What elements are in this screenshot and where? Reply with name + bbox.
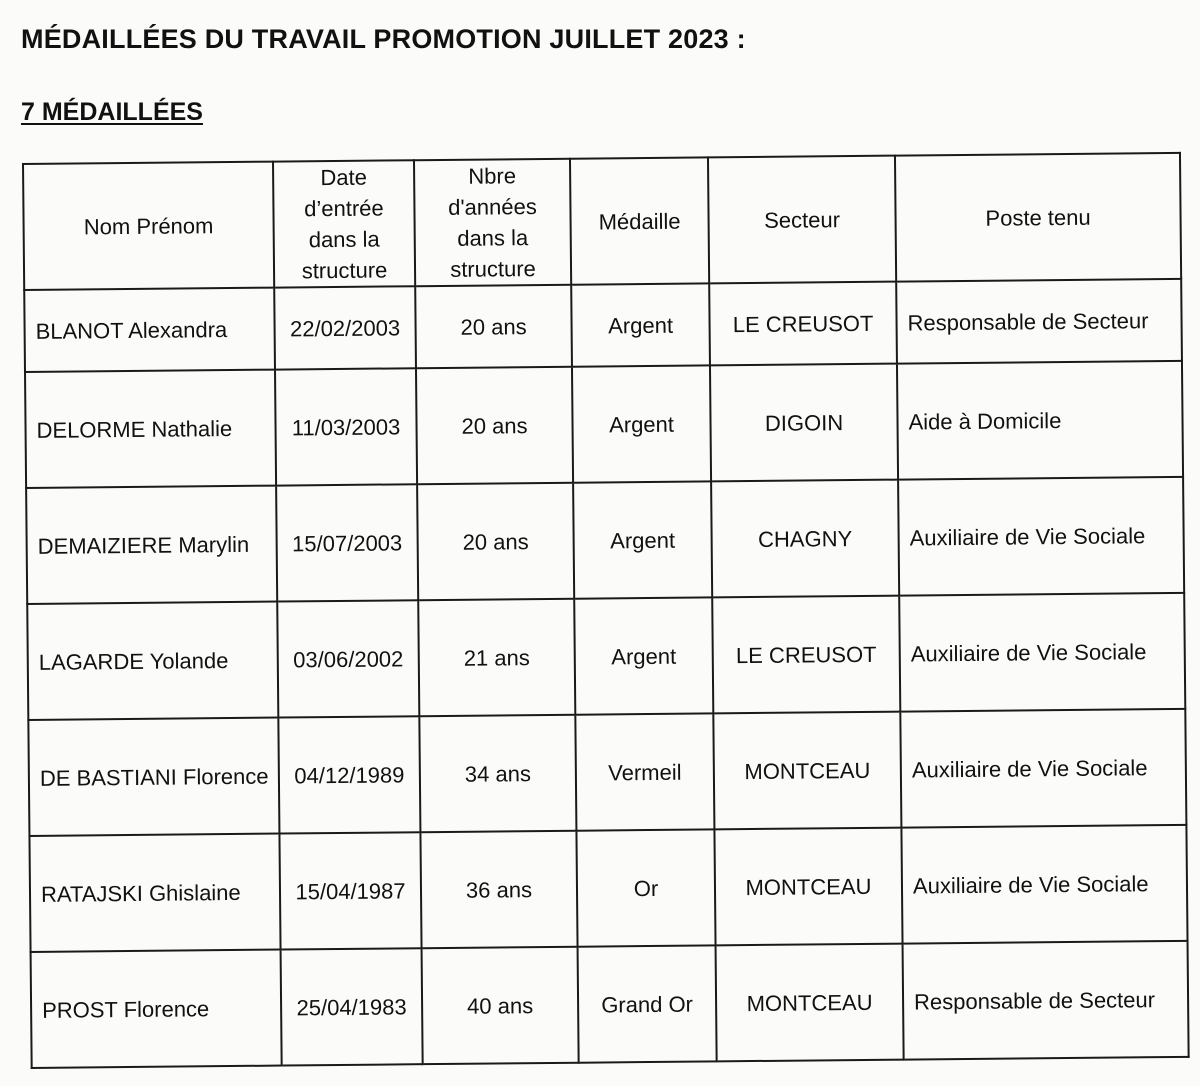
cell-entry-date: 22/02/2003 xyxy=(274,286,416,369)
cell-sector: MONTCEAU xyxy=(713,712,901,830)
cell-name: DELORME Nathalie xyxy=(25,370,276,488)
cell-medal: Argent xyxy=(574,597,713,714)
cell-name: PROST Florence xyxy=(31,950,282,1068)
medal-table xyxy=(22,152,1190,1069)
header-entry-date: Date d’entrée dans la structure xyxy=(273,160,415,287)
cell-sector: LE CREUSOT xyxy=(712,596,900,714)
table-header-row xyxy=(23,153,1181,290)
table-row xyxy=(24,279,1182,372)
cell-sector: DIGOIN xyxy=(710,364,898,482)
cell-medal: Argent xyxy=(572,365,711,482)
cell-entry-date: 25/04/1983 xyxy=(281,948,423,1065)
cell-medal: Grand Or xyxy=(578,945,717,1062)
cell-name: LAGARDE Yolande xyxy=(27,602,278,720)
cell-sector: LE CREUSOT xyxy=(709,282,897,366)
cell-years: 34 ans xyxy=(419,715,576,832)
page-subtitle: 7 MÉDAILLÉES xyxy=(21,98,203,126)
medal-table-container xyxy=(22,152,1188,1069)
cell-name: DEMAIZIERE Marylin xyxy=(26,486,277,604)
cell-position: Auxiliaire de Vie Sociale xyxy=(898,477,1184,596)
cell-years: 21 ans xyxy=(418,599,575,716)
cell-position: Responsable de Secteur xyxy=(896,279,1182,364)
table-row xyxy=(28,709,1186,836)
cell-entry-date: 11/03/2003 xyxy=(275,368,417,485)
header-years: Nbre d'années dans la structure xyxy=(414,159,571,286)
cell-name: BLANOT Alexandra xyxy=(24,288,275,372)
cell-medal: Vermeil xyxy=(575,713,714,830)
cell-name: RATAJSKI Ghislaine xyxy=(29,834,280,952)
cell-position: Aide à Domicile xyxy=(897,361,1183,480)
page-title: MÉDAILLÉES DU TRAVAIL PROMOTION JUILLET 2023 : xyxy=(21,24,746,54)
cell-years: 20 ans xyxy=(415,285,572,368)
cell-sector: MONTCEAU xyxy=(714,828,902,946)
cell-sector: CHAGNY xyxy=(711,480,899,598)
table-row xyxy=(25,361,1183,488)
cell-position: Auxiliaire de Vie Sociale xyxy=(900,709,1186,828)
header-position: Poste tenu xyxy=(895,153,1181,282)
cell-entry-date: 15/07/2003 xyxy=(276,484,418,601)
table-row xyxy=(26,477,1184,604)
cell-years: 20 ans xyxy=(417,483,574,600)
cell-entry-date: 15/04/1987 xyxy=(279,832,421,949)
table-row xyxy=(31,941,1189,1068)
header-medal: Médaille xyxy=(570,157,709,284)
cell-position: Auxiliaire de Vie Sociale xyxy=(899,593,1185,712)
cell-years: 40 ans xyxy=(422,947,579,1064)
cell-years: 20 ans xyxy=(416,367,573,484)
cell-position: Responsable de Secteur xyxy=(903,941,1189,1060)
table-row xyxy=(29,825,1187,952)
cell-medal: Argent xyxy=(573,481,712,598)
header-name: Nom Prénom xyxy=(23,162,274,290)
cell-entry-date: 03/06/2002 xyxy=(277,600,419,717)
cell-name: DE BASTIANI Florence xyxy=(28,718,279,836)
cell-medal: Argent xyxy=(571,283,710,366)
cell-years: 36 ans xyxy=(420,831,577,948)
table-row xyxy=(27,593,1185,720)
cell-medal: Or xyxy=(576,829,715,946)
cell-position: Auxiliaire de Vie Sociale xyxy=(901,825,1187,944)
cell-sector: MONTCEAU xyxy=(716,944,904,1062)
header-sector: Secteur xyxy=(708,156,896,284)
cell-entry-date: 04/12/1989 xyxy=(278,716,420,833)
